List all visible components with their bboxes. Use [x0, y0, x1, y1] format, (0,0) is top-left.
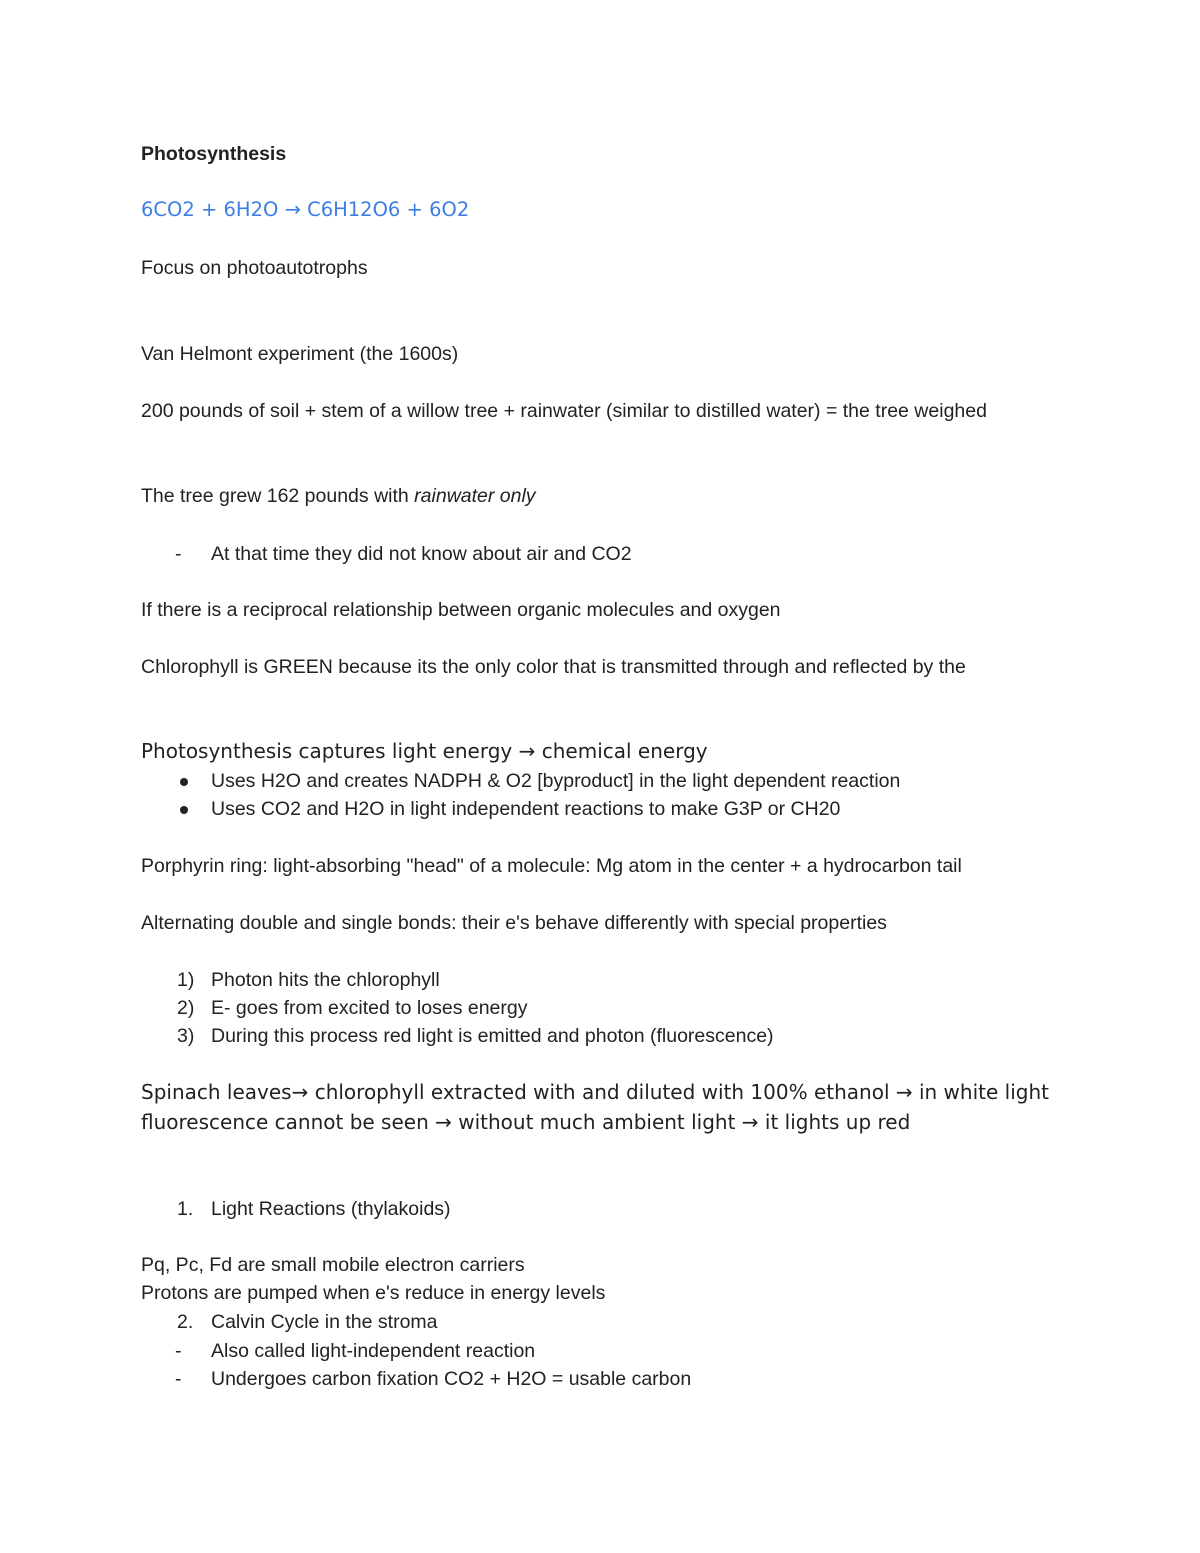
- paragraph-tree-grew: [141, 482, 536, 510]
- paragraph-carriers: Pq, Pc, Fd are small mobile electron carriers: [141, 1254, 525, 1276]
- tree-grew-italic: rainwater only: [414, 485, 536, 507]
- paragraph-focus: Focus on photoautotrophs: [141, 257, 368, 279]
- number-marker: 2.: [177, 1311, 194, 1333]
- dash-item-text: Also called light-independent reaction: [211, 1340, 536, 1362]
- paragraph-porphyrin: Porphyrin ring: light-absorbing "head" of a molecule: Mg atom in the center + a hydrocarbon tail: [141, 855, 962, 877]
- numbered-item-text: Light Reactions (thylakoids): [211, 1198, 451, 1220]
- paragraph-spinach: Spinach leaves→ chlorophyll extracted with and diluted with 100% ethanol → in white light fluorescence cannot be seen → without much ambient light → it lights up red: [141, 1080, 1049, 1134]
- number-marker: 1): [177, 969, 195, 991]
- bullet-dot-icon: [180, 806, 188, 814]
- paragraph-protons: Protons are pumped when e's reduce in energy levels: [141, 1282, 606, 1304]
- dash-marker: -: [175, 1368, 182, 1390]
- dash-item-text: Undergoes carbon fixation CO2 + H2O = usable carbon: [211, 1368, 692, 1390]
- dash-marker: -: [175, 1340, 182, 1362]
- bullet-item-text: Uses CO2 and H2O in light independent reactions to make G3P or CH20: [211, 798, 841, 820]
- paragraph-captures: Photosynthesis captures light energy → chemical energy: [141, 739, 708, 763]
- paragraph-chlorophyll: Chlorophyll is GREEN because its the only color that is transmitted through and reflected by the: [141, 656, 966, 678]
- doc-title: Photosynthesis: [141, 143, 287, 165]
- bullet-item-text: Uses H2O and creates NADPH & O2 [byproduct] in the light dependent reaction: [211, 770, 901, 792]
- dash-item-text: At that time they did not know about air and CO2: [211, 543, 632, 565]
- paragraph-van-helmont: Van Helmont experiment (the 1600s): [141, 343, 459, 365]
- number-marker: 3): [177, 1025, 195, 1047]
- number-marker: 1.: [177, 1198, 194, 1220]
- bullet-dot-icon: [180, 778, 188, 786]
- numbered-item-text: E- goes from excited to loses energy: [211, 997, 528, 1019]
- paragraph-alternating: Alternating double and single bonds: their e's behave differently with special properties: [141, 912, 887, 934]
- number-marker: 2): [177, 997, 195, 1019]
- dash-marker: -: [175, 543, 182, 565]
- paragraph-reciprocal: If there is a reciprocal relationship between organic molecules and oxygen: [141, 599, 781, 621]
- photosynthesis-equation: 6CO2 + 6H2O → C6H12O6 + 6O2: [141, 198, 470, 221]
- numbered-item-text: During this process red light is emitted and photon (fluorescence): [211, 1025, 774, 1047]
- numbered-item-text: Calvin Cycle in the stroma: [211, 1311, 438, 1333]
- tree-grew-text: The tree grew 162 pounds with: [141, 485, 415, 507]
- numbered-item-text: Photon hits the chlorophyll: [211, 969, 440, 991]
- paragraph-pounds: 200 pounds of soil + stem of a willow tree + rainwater (similar to distilled water) = the tree weighed: [141, 400, 987, 422]
